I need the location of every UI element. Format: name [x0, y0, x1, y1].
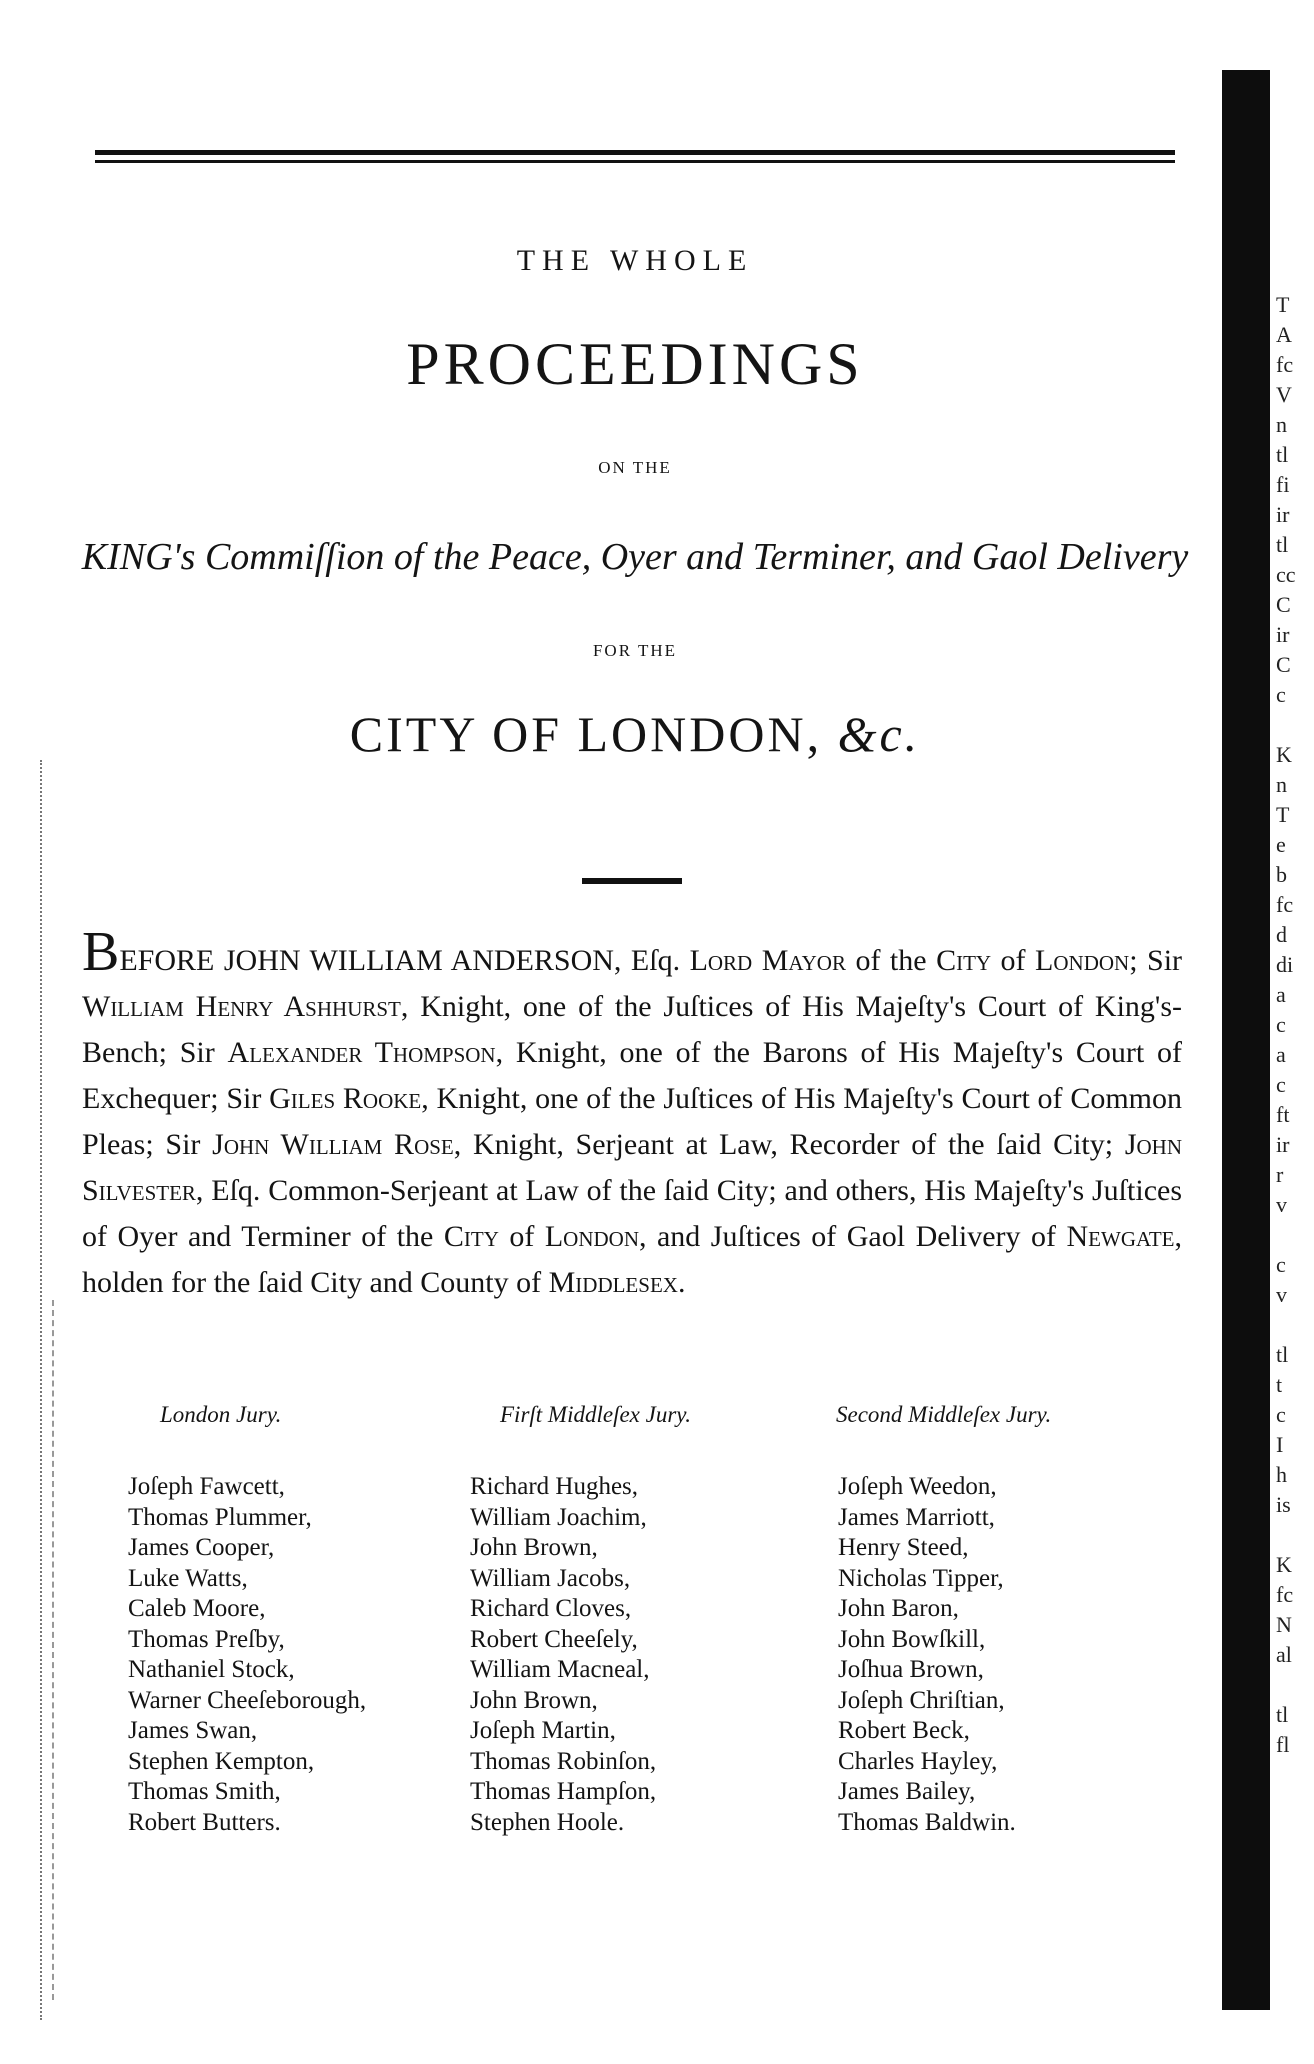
adjacent-page-fragment: ir — [1276, 622, 1290, 647]
paragraph-segment: . — [677, 1266, 686, 1299]
adjacent-page-fragment: a — [1276, 982, 1286, 1007]
jury-heading: London Jury. — [160, 1402, 282, 1427]
adjacent-page-fragment: T — [1276, 292, 1290, 317]
jury-member: Joſeph Chriſtian, — [838, 1686, 1005, 1714]
adjacent-page-fragment: tl — [1276, 442, 1289, 467]
adjacent-page-fragments — [1276, 290, 1314, 1760]
adjacent-page-fragment — [1276, 1670, 1314, 1700]
jury-member: Robert Beck, — [838, 1717, 970, 1744]
adjacent-page-fragment: fl — [1276, 1732, 1290, 1757]
paragraph-segment: Middlesex — [548, 1266, 678, 1299]
paragraph-segment: , Knight, one of the Juſtices of His Majeſty's Court of Common Pleas; Sir — [82, 1082, 1182, 1161]
adjacent-page-fragment: v — [1276, 1192, 1287, 1217]
jury-member: Stephen Kempton, — [128, 1747, 315, 1775]
paragraph-segment: London — [1035, 944, 1130, 977]
adjacent-page-fragment: a — [1276, 1042, 1286, 1067]
paragraph-segment: , Knight, one of the Barons of His Majeſty's Court of Exchequer; Sir — [82, 1036, 1182, 1115]
jury-member: James Marriott, — [838, 1503, 995, 1531]
jury-column-second-middlesex — [838, 1402, 1138, 1838]
paragraph-segment: of — [991, 944, 1036, 977]
adjacent-page-fragment: al — [1276, 1642, 1292, 1667]
adjacent-page-fragment: di — [1276, 952, 1294, 977]
jury-member: Richard Hughes, — [470, 1473, 639, 1500]
jury-member: Richard Cloves, — [470, 1595, 632, 1622]
court-paragraph — [82, 921, 1183, 1306]
adjacent-page-fragment: tl — [1276, 1342, 1289, 1367]
book-binding-gutter — [1222, 70, 1270, 2010]
adjacent-page-fragment: d — [1276, 922, 1287, 947]
adjacent-page-fragment: cc — [1276, 562, 1296, 587]
jury-member: Robert Butters. — [128, 1808, 281, 1836]
paragraph-segment: , and Juſtices of Gaol Delivery of — [639, 1220, 1067, 1253]
adjacent-page-fragment: ir — [1276, 502, 1290, 527]
header-rule-bottom — [95, 160, 1175, 163]
adjacent-page-fragment: fc — [1276, 1582, 1294, 1607]
adjacent-page-fragment: K — [1276, 1552, 1292, 1577]
adjacent-page-fragment: A — [1276, 322, 1292, 347]
jury-member: Thomas Baldwin. — [838, 1808, 1016, 1836]
jury-member: James Swan, — [128, 1717, 258, 1744]
jury-member: John Brown, — [470, 1686, 598, 1714]
title-commission: KING's Commiſſion of the Peace, Oyer and Terminer, and Gaol Delivery — [81, 536, 1189, 578]
jury-member: Joſeph Martin, — [470, 1717, 616, 1744]
adjacent-page-fragment: fc — [1276, 892, 1294, 917]
title-for-the: FOR THE — [592, 641, 678, 660]
paragraph-segment: Alexander Thompson — [227, 1036, 496, 1069]
paragraph-segment: of the — [845, 944, 937, 977]
adjacent-page-fragment: c — [1276, 682, 1286, 707]
jury-member: James Bailey, — [838, 1778, 976, 1805]
jury-member: Nicholas Tipper, — [838, 1564, 1004, 1592]
jury-heading: Second Middleſex Jury. — [836, 1402, 1052, 1427]
adjacent-page-fragment: c — [1276, 1072, 1286, 1097]
paragraph-segment: , Knight, Serjeant at Law, Recorder of the ſaid City; — [453, 1128, 1125, 1161]
jury-member: Charles Hayley, — [838, 1747, 998, 1775]
adjacent-page-fragment: c — [1276, 1402, 1286, 1427]
paragraph-segment: City — [443, 1220, 499, 1253]
paragraph-segment: John William Rose — [212, 1128, 454, 1161]
jury-member: Thomas Preſby, — [128, 1625, 285, 1653]
jury-column-london — [128, 1402, 428, 1838]
adjacent-page-fragment: h — [1276, 1462, 1287, 1487]
section-divider — [582, 878, 682, 884]
adjacent-page-fragment: K — [1276, 742, 1292, 767]
jury-member: Joſhua Brown, — [838, 1656, 984, 1683]
paragraph-segment: ; Sir — [1129, 944, 1183, 977]
adjacent-page-fragment: n — [1276, 772, 1287, 797]
paragraph-segment: William Henry Ashhurst — [82, 990, 401, 1023]
adjacent-page-fragment: is — [1276, 1492, 1291, 1517]
adjacent-page-fragment: tl — [1276, 1702, 1289, 1727]
adjacent-page-fragment: t — [1276, 1372, 1283, 1397]
adjacent-page-fragment: V — [1276, 382, 1292, 407]
adjacent-page-fragment: C — [1276, 592, 1291, 617]
left-edge-scan-artifact — [52, 1300, 58, 2000]
jury-member: Robert Cheeſely, — [470, 1625, 638, 1653]
adjacent-page-fragment: c — [1276, 1012, 1286, 1037]
paragraph-segment: , Knight, one of the Juſtices of His Majeſty's Court of King's-Bench; Sir — [82, 990, 1182, 1069]
adjacent-page-fragment: fi — [1276, 472, 1290, 497]
jury-member: Warner Cheeſeborough, — [128, 1686, 367, 1714]
adjacent-page-fragment: n — [1276, 412, 1287, 437]
jury-member-list — [128, 1472, 428, 1838]
adjacent-page-fragment: b — [1276, 862, 1287, 887]
adjacent-page-fragment: I — [1276, 1432, 1284, 1457]
title-city-of-london — [80, 705, 1190, 763]
paragraph-segment: Newgate — [1066, 1220, 1175, 1253]
title-on-the: ON THE — [598, 458, 672, 477]
adjacent-page-fragment — [1276, 1310, 1314, 1340]
drop-cap: B — [82, 921, 120, 983]
jury-member: James Cooper, — [128, 1534, 275, 1561]
jury-member: John Bowſkill, — [838, 1625, 986, 1653]
etc-text: &c. — [837, 706, 921, 762]
paragraph-segment: John Silvester — [82, 1128, 1183, 1207]
jury-member: Henry Steed, — [838, 1534, 969, 1561]
jury-member: John Brown, — [470, 1534, 598, 1561]
title-proceedings: PROCEEDINGS — [406, 331, 864, 397]
jury-member: John Baron, — [838, 1595, 959, 1622]
jury-heading: Firſt Middleſex Jury. — [500, 1402, 691, 1427]
jury-member: William Jacobs, — [470, 1564, 631, 1592]
paragraph-segment: , holden for the ſaid City and County of — [82, 1220, 1182, 1299]
jury-member-list — [470, 1472, 770, 1838]
jury-member: William Macneal, — [470, 1656, 650, 1683]
paragraph-segment: JOHN WILLIAM ANDERSON, Eſq. — [214, 944, 690, 977]
paragraph-segment: Giles Rooke — [269, 1082, 422, 1115]
paragraph-segment: London — [544, 1220, 639, 1253]
adjacent-page-fragment: r — [1276, 1162, 1284, 1187]
adjacent-page-fragment: fc — [1276, 352, 1294, 377]
header-rule-top — [95, 150, 1175, 155]
paragraph-segment: City — [936, 944, 992, 977]
left-edge-scan-artifact — [40, 760, 48, 2020]
adjacent-page-fragment: C — [1276, 652, 1291, 677]
jury-member: Nathaniel Stock, — [128, 1656, 295, 1683]
jury-member: Joſeph Weedon, — [838, 1473, 997, 1500]
jury-member: Joſeph Fawcett, — [128, 1473, 285, 1500]
jury-member-list — [838, 1472, 1138, 1838]
jury-member: Thomas Smith, — [128, 1778, 281, 1805]
jury-member: Stephen Hoole. — [470, 1808, 625, 1836]
title-the-whole: THE WHOLE — [516, 244, 754, 277]
jury-member: Thomas Plummer, — [128, 1503, 312, 1531]
adjacent-page-fragment: ir — [1276, 1132, 1290, 1157]
adjacent-page-fragment: c — [1276, 1252, 1286, 1277]
jury-member: Caleb Moore, — [128, 1595, 266, 1622]
jury-member: Thomas Robinſon, — [470, 1747, 657, 1775]
jury-member: William Joachim, — [470, 1503, 647, 1531]
adjacent-page-fragment — [1276, 1220, 1314, 1250]
adjacent-page-fragment: v — [1276, 1282, 1287, 1307]
paragraph-segment: Lord Mayor — [689, 944, 846, 977]
jury-member: Luke Watts, — [128, 1564, 248, 1592]
jury-member: Thomas Hampſon, — [470, 1778, 657, 1805]
jury-column-first-middlesex — [470, 1402, 770, 1838]
paragraph-segment: EFORE — [119, 944, 215, 977]
paragraph-segment: of — [498, 1220, 545, 1253]
adjacent-page-fragment — [1276, 1520, 1314, 1550]
adjacent-page-fragment: e — [1276, 832, 1286, 857]
adjacent-page-fragment: ft — [1276, 1102, 1290, 1127]
adjacent-page-fragment: tl — [1276, 532, 1289, 557]
adjacent-page-fragment — [1276, 710, 1314, 740]
paragraph-segment: , Eſq. Common-Serjeant at Law of the ſaid City; and others, His Majeſty's Juſtices of Oyer and Terminer of the — [82, 1174, 1182, 1253]
adjacent-page-fragment: N — [1276, 1612, 1292, 1637]
adjacent-page-fragment: T — [1276, 802, 1290, 827]
city-of-london-text: CITY OF LONDON, — [349, 706, 823, 762]
